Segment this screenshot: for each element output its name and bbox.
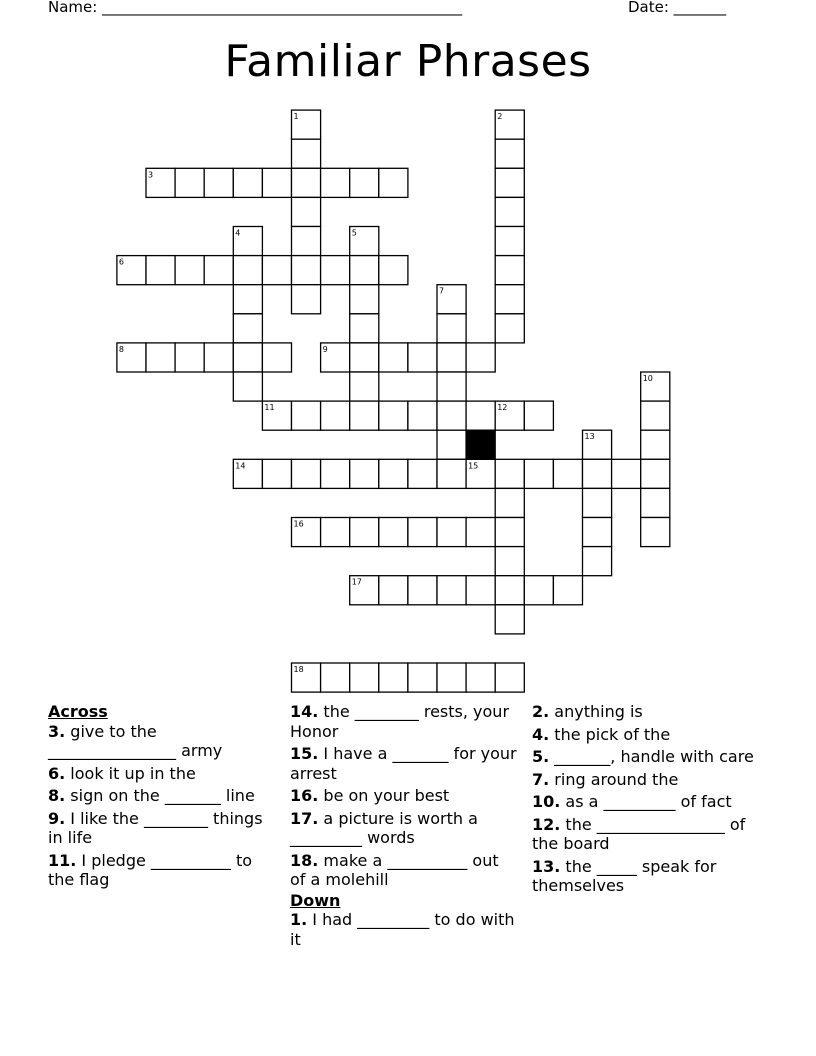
grid-cell[interactable] [495, 285, 524, 314]
grid-cell[interactable] [175, 168, 204, 197]
clue-item [532, 725, 764, 745]
grid-cell[interactable] [350, 168, 379, 197]
grid-cell[interactable] [204, 256, 233, 285]
grid-cell[interactable] [262, 343, 291, 372]
grid-cell[interactable] [524, 401, 553, 430]
grid-cell[interactable] [292, 139, 321, 168]
cell-number: 11 [264, 403, 275, 413]
clue-column-3 [532, 702, 764, 899]
grid-cell[interactable] [379, 168, 408, 197]
grid-cell[interactable] [495, 168, 524, 197]
clue-text: I had _________ to do with it [290, 910, 515, 949]
grid-cell[interactable] [641, 430, 670, 459]
grid-cell[interactable] [437, 663, 466, 692]
page-title: Familiar Phrases [224, 36, 592, 87]
grid-cell[interactable] [408, 401, 437, 430]
grid-cell[interactable] [233, 256, 262, 285]
grid-cell[interactable] [553, 459, 582, 488]
black-cell [466, 430, 495, 459]
grid-cell[interactable] [408, 518, 437, 547]
clue-text: as a _________ of fact [560, 792, 732, 811]
grid-cell[interactable] [437, 459, 466, 488]
grid-cell[interactable] [379, 343, 408, 372]
clue-number: 13. [532, 856, 561, 876]
cell-number: 4 [235, 228, 241, 238]
grid-cell[interactable] [146, 343, 175, 372]
clue-number: 7. [532, 769, 550, 789]
grid-cell[interactable] [524, 459, 553, 488]
grid-cell[interactable] [466, 343, 495, 372]
clue-item [290, 851, 518, 890]
grid-cell[interactable] [583, 459, 612, 488]
grid-cell[interactable] [466, 663, 495, 692]
clue-item [48, 851, 276, 890]
grid-cell[interactable] [233, 314, 262, 343]
grid-cell[interactable] [437, 576, 466, 605]
clue-item [48, 722, 276, 761]
clue-number: 10. [532, 792, 561, 811]
grid-cell[interactable] [553, 576, 582, 605]
clue-item [290, 744, 518, 783]
cell-number: 14 [235, 461, 246, 471]
grid-cell[interactable] [350, 518, 379, 547]
clue-item [532, 770, 764, 790]
grid-cell[interactable] [408, 459, 437, 488]
grid-cell[interactable] [466, 401, 495, 430]
clue-number: 16. [290, 786, 319, 805]
grid-cell[interactable] [437, 401, 466, 430]
grid-cell[interactable] [175, 343, 204, 372]
grid-cell[interactable] [321, 459, 350, 488]
grid-cell[interactable] [262, 459, 291, 488]
grid-cell[interactable] [583, 488, 612, 517]
grid-cell[interactable] [466, 576, 495, 605]
clue-text: I have a _______ for your arrest [290, 744, 517, 783]
grid-cell[interactable] [321, 401, 350, 430]
grid-cell[interactable] [292, 285, 321, 314]
grid-cell[interactable] [495, 663, 524, 692]
grid-cell[interactable] [495, 139, 524, 168]
clue-column-1 [48, 702, 276, 893]
grid-cell[interactable] [292, 459, 321, 488]
cell-number: 9 [322, 344, 328, 354]
grid-cell[interactable] [350, 343, 379, 372]
grid-cell[interactable] [641, 459, 670, 488]
grid-cell[interactable] [204, 168, 233, 197]
cell-number: 15 [468, 461, 479, 471]
grid-cell[interactable] [379, 663, 408, 692]
clue-item [290, 786, 518, 806]
cell-number: 10 [642, 374, 653, 383]
grid-cell[interactable] [350, 256, 379, 285]
cell-number: 12 [497, 403, 508, 413]
clue-number: 5. [532, 747, 550, 766]
grid-cell[interactable] [379, 256, 408, 285]
name-field[interactable]: Name: ________________________________________________ [48, 0, 463, 16]
clue-item [532, 702, 764, 722]
grid-cell[interactable] [233, 285, 262, 314]
clue-item [532, 747, 764, 767]
grid-cell[interactable] [379, 401, 408, 430]
grid-cell[interactable] [437, 430, 466, 459]
grid-cell[interactable] [612, 459, 641, 488]
grid-cell[interactable] [350, 401, 379, 430]
grid-cell[interactable] [379, 459, 408, 488]
cell-number: 13 [584, 432, 595, 442]
cell-number: 17 [351, 577, 362, 587]
clue-text: the ________ rests, your Honor [290, 702, 510, 741]
grid-cell[interactable] [495, 314, 524, 343]
grid-cell[interactable] [466, 518, 495, 547]
clue-item [532, 792, 764, 812]
clue-item [290, 809, 518, 848]
grid-cell[interactable] [233, 343, 262, 372]
grid-cell[interactable] [350, 285, 379, 314]
grid-cell[interactable] [583, 518, 612, 547]
clue-text: the _____ speak for themselves [532, 856, 717, 895]
clue-text: ring around the [549, 769, 679, 789]
grid-cell[interactable] [233, 372, 262, 401]
clue-text: I pledge __________ to the flag [48, 850, 253, 889]
clue-number: 8. [48, 786, 66, 805]
clue-item [532, 857, 764, 896]
clue-number: 12. [532, 814, 561, 834]
cell-number: 2 [497, 112, 503, 122]
grid-cell[interactable] [495, 227, 524, 256]
grid-cell[interactable] [495, 518, 524, 547]
cell-number: 5 [351, 228, 357, 238]
down-heading: Down [290, 890, 341, 910]
cell-number: 18 [293, 665, 304, 674]
clue-text: the ________________ of the board [532, 814, 746, 853]
grid-cell[interactable] [408, 343, 437, 372]
clue-text: give to the ________________ army [48, 721, 223, 760]
grid-cell[interactable] [495, 256, 524, 285]
grid-cell[interactable] [437, 518, 466, 547]
cell-number: 6 [118, 257, 124, 267]
clue-number: 9. [48, 808, 66, 828]
clue-item [532, 815, 764, 854]
grid-cell[interactable] [641, 488, 670, 517]
cell-number: 7 [439, 286, 445, 296]
grid-cell[interactable] [408, 576, 437, 605]
grid-cell[interactable] [641, 518, 670, 547]
grid-cell[interactable] [379, 576, 408, 605]
grid-cell[interactable] [262, 256, 291, 285]
grid-cell[interactable] [321, 256, 350, 285]
grid-cell[interactable] [350, 314, 379, 343]
cell-number: 3 [148, 170, 154, 180]
clue-text: look it up in the [65, 763, 196, 783]
grid-cell[interactable] [146, 256, 175, 285]
grid-cell[interactable] [292, 197, 321, 226]
grid-cell[interactable] [437, 372, 466, 401]
grid-cell[interactable] [495, 576, 524, 605]
grid-cell[interactable] [495, 459, 524, 488]
clue-item [290, 910, 518, 949]
grid-cell[interactable] [495, 197, 524, 226]
clue-number: 2. [532, 702, 550, 721]
across-heading: Across [48, 702, 108, 721]
date-field[interactable]: Date: _______ [628, 0, 727, 16]
clue-text: I like the ________ things in life [48, 808, 263, 847]
grid-cell[interactable] [321, 663, 350, 692]
grid-cell[interactable] [233, 168, 262, 197]
grid-cell[interactable] [292, 401, 321, 430]
clue-item [48, 809, 276, 848]
grid-cell[interactable] [524, 576, 553, 605]
clue-item [290, 702, 518, 741]
grid-cell[interactable] [321, 168, 350, 197]
grid-cell[interactable] [495, 605, 524, 634]
grid-cell[interactable] [350, 372, 379, 401]
grid-cell[interactable] [292, 168, 321, 197]
grid-cell[interactable] [175, 256, 204, 285]
clue-number: 3. [48, 721, 66, 741]
grid-cell[interactable] [408, 663, 437, 692]
grid-cell[interactable] [350, 663, 379, 692]
clue-text: anything is [549, 702, 643, 721]
clue-number: 6. [48, 763, 66, 783]
clue-item [48, 764, 276, 784]
cell-number: 8 [118, 344, 124, 354]
clue-number: 18. [290, 850, 319, 870]
clue-text: the pick of the [549, 724, 671, 744]
grid-cell[interactable] [495, 488, 524, 517]
clue-text: _______, handle with care [549, 747, 754, 766]
clue-text: make a __________ out of a molehill [290, 850, 499, 889]
clue-number: 11. [48, 850, 77, 870]
grid-cell[interactable] [379, 518, 408, 547]
grid-cell[interactable] [495, 547, 524, 576]
clue-item [48, 786, 276, 806]
clue-text: sign on the _______ line [65, 786, 255, 805]
grid-cell[interactable] [321, 518, 350, 547]
grid-cell[interactable] [292, 227, 321, 256]
grid-cell[interactable] [350, 459, 379, 488]
clue-text: be on your best [318, 786, 450, 805]
clue-text: a picture is worth a _________ words [290, 808, 478, 847]
grid-cell[interactable] [437, 343, 466, 372]
cell-number: 16 [293, 519, 304, 529]
cell-number: 1 [293, 112, 299, 122]
grid-cell[interactable] [641, 401, 670, 430]
clue-number: 17. [290, 808, 319, 828]
clue-column-2 [290, 702, 518, 952]
grid-cell[interactable] [204, 343, 233, 372]
grid-cell[interactable] [437, 314, 466, 343]
clue-number: 4. [532, 724, 550, 744]
clue-number: 1. [290, 910, 308, 929]
grid-cell[interactable] [262, 168, 291, 197]
grid-cell[interactable] [583, 547, 612, 576]
clue-number: 14. [290, 702, 319, 721]
grid-cell[interactable] [292, 256, 321, 285]
clue-number: 15. [290, 744, 319, 763]
